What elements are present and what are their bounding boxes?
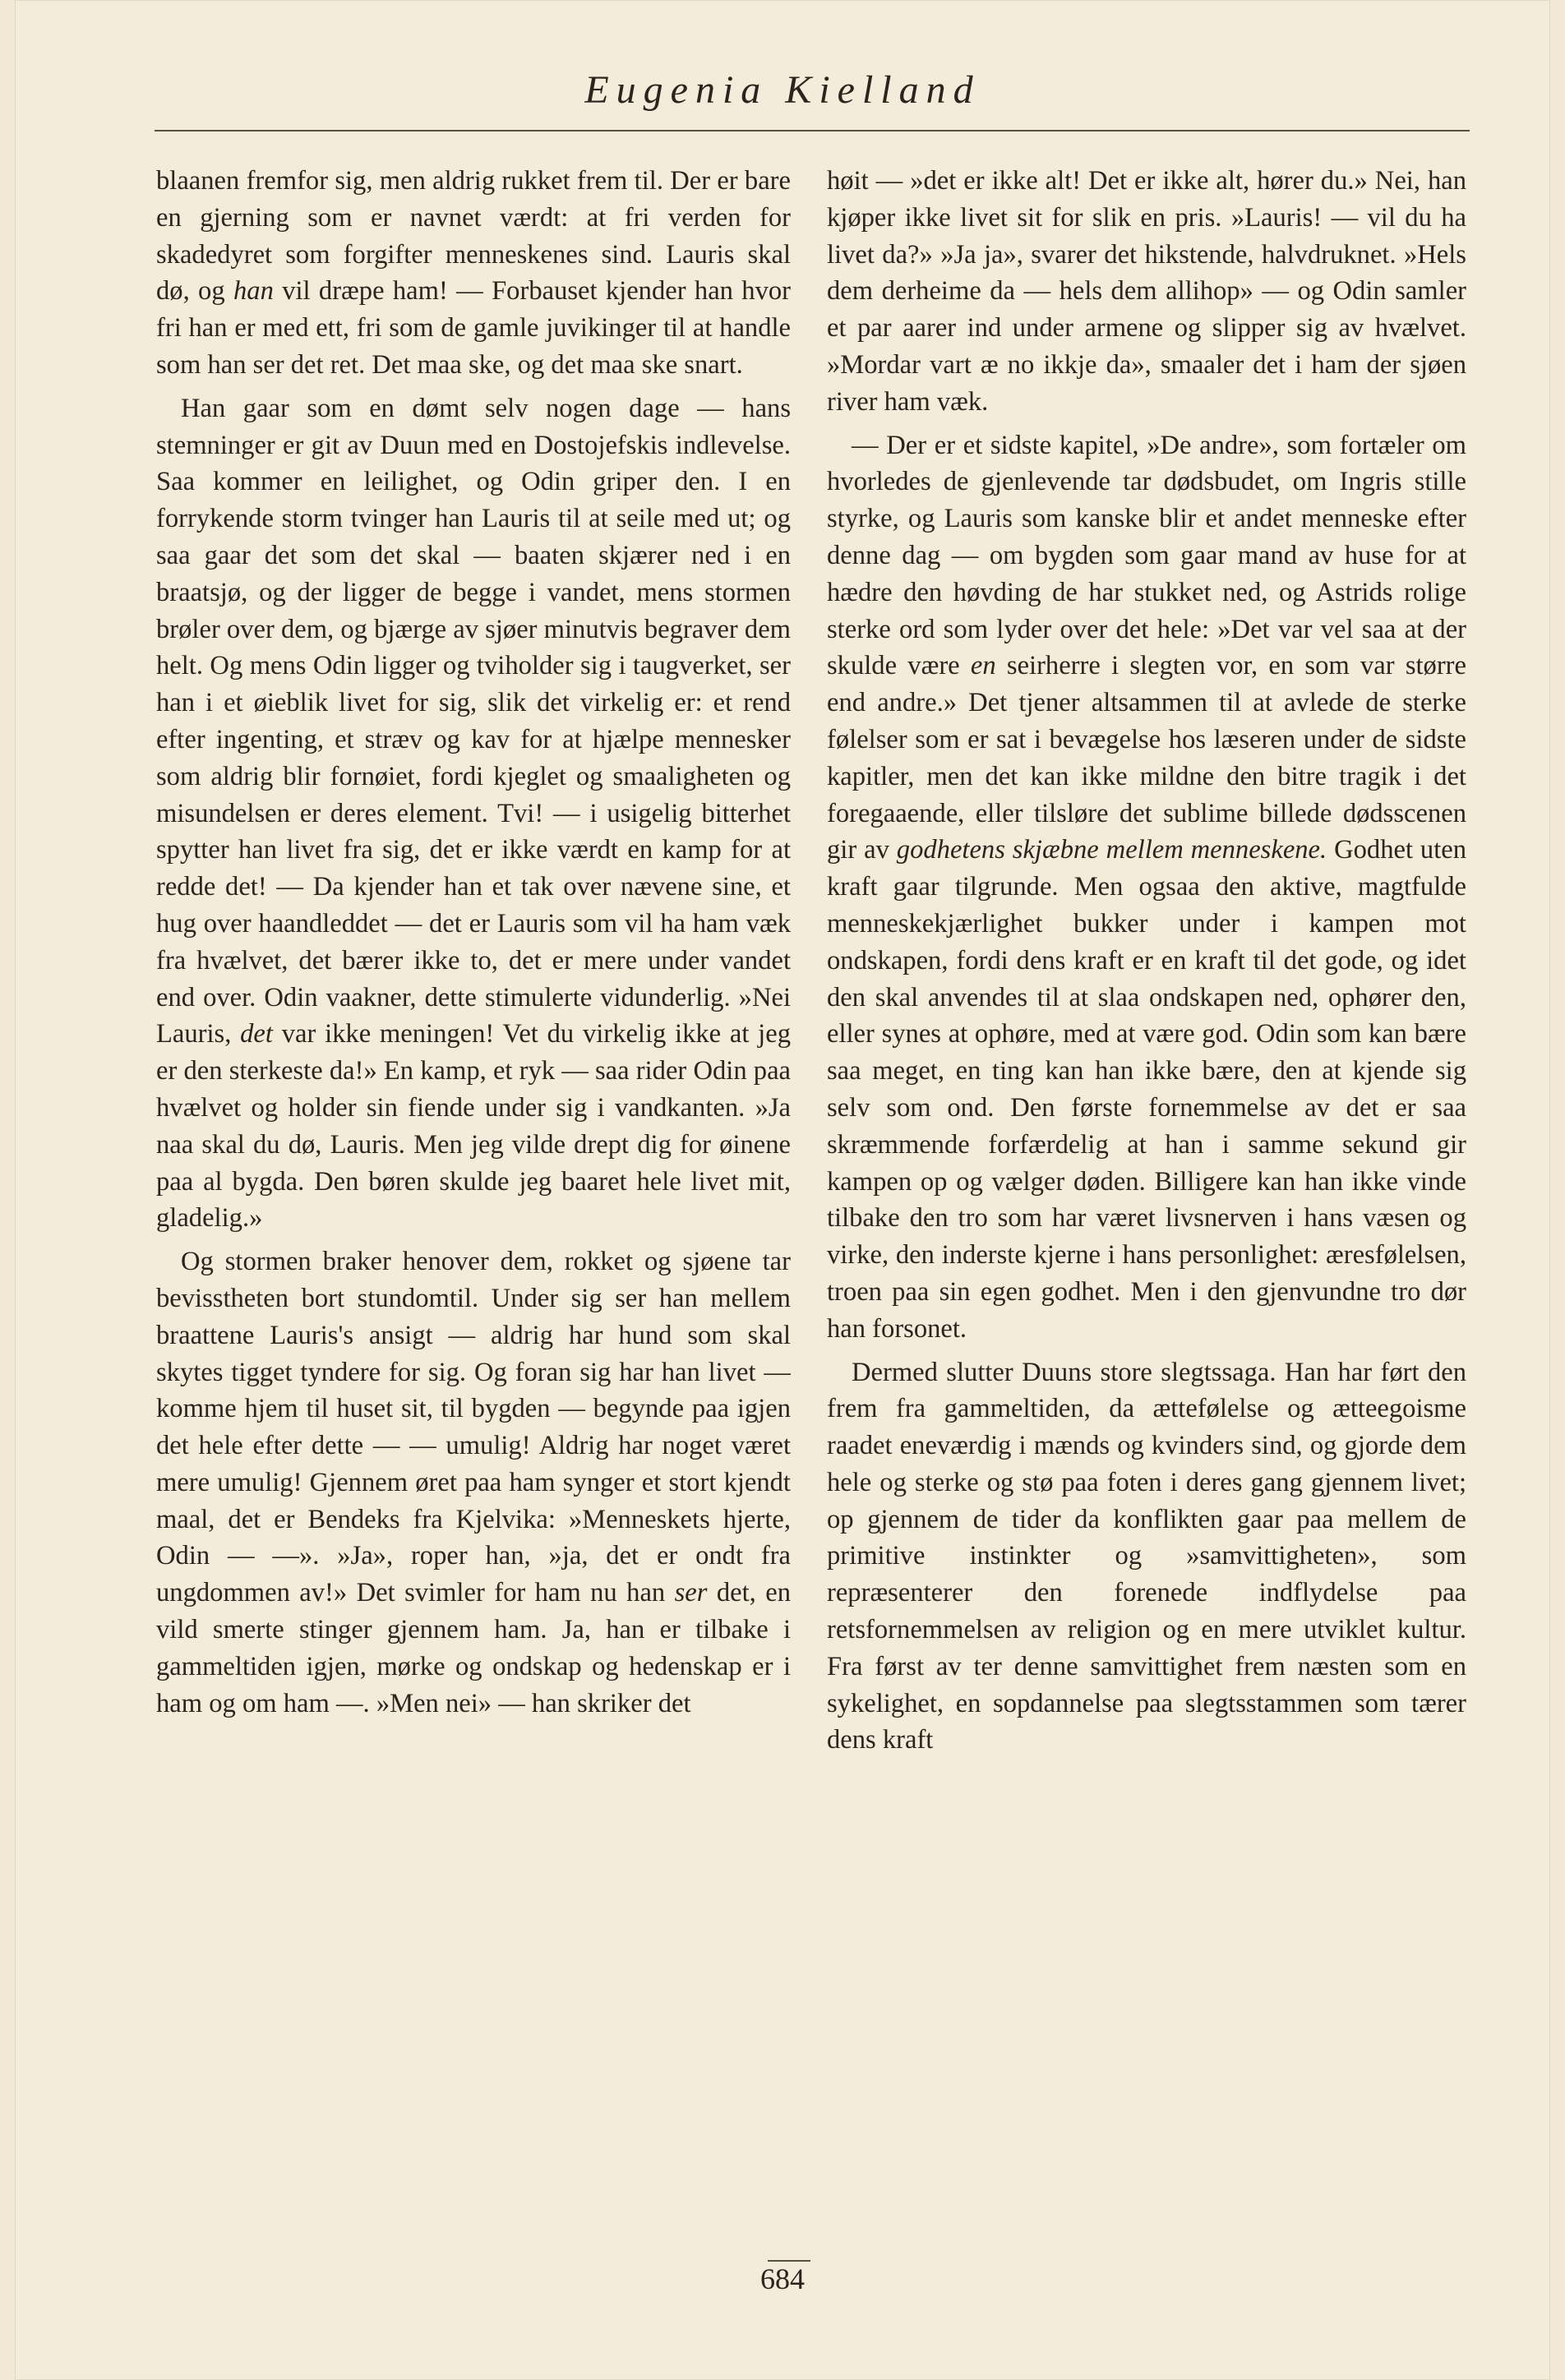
running-head: Eugenia Kielland xyxy=(584,68,981,112)
body-text: høit — »det er ikke alt! Det er ikke alt, hører du.» Nei, han kjøper ikke livet sit for slik en pris. »Lauris! — vil du ha livet da?» »Ja ja», svarer det hikstende, halvdruknet. »Hels dem derheime da — hels dem allihop» — og Odin samler et par aarer ind under armene og slipper sig av hvælvet. »Mordar vart æ no ikkje da», smaaler det i ham der sjøen river ham væk. xyxy=(827,166,1466,417)
paragraph xyxy=(156,1243,791,1722)
paragraph xyxy=(827,1354,1466,1760)
emphasis-text: godhetens skjæbne mellem menneskene. xyxy=(896,835,1327,865)
emphasis-text: han xyxy=(233,276,274,307)
body-text: — Der er et sidste kapitel, »De andre», som fortæler om hvorledes de gjenlevende tar dødsbudet, om Ingris stille styrke, og Lauris som kanske blir et andet menneske efter denne dag — om bygden som gaar mand av huse for at hædre den høvding de har stukket ned, og Astrids rolige sterke ord som lyder over det hele: »Det var vel saa at der skulde være xyxy=(827,430,1466,681)
paragraph xyxy=(827,427,1466,1348)
header-rule xyxy=(155,130,1470,131)
page-number: 684 xyxy=(760,2262,805,2295)
body-text: vil dræpe ham! — Forbauset kjender han hvor fri han er med ett, fri som de gamle juvikinger til at handle som han ser det ret. Det maa ske, og det maa ske snart. xyxy=(156,276,791,380)
left-column xyxy=(156,163,791,2201)
body-text: var ikke meningen! Vet du virkelig ikke at jeg er den sterkeste da!» En kamp, et ryk — saa rider Odin paa hvælvet og holder sin fiende under sig i vandkanten. »Ja naa skal du dø, Lauris. Men jeg vilde drept dig for øinene paa al bygda. Den børen skulde jeg baaret hele livet mit, gladelig.» xyxy=(156,1019,791,1234)
body-text: blaanen fremfor sig, men aldrig rukket frem til. Der er bare en gjerning som er navnet værdt: at fri verden for skadedyret som forgifter menneskenes sind. Lauris skal dø, og xyxy=(156,166,791,307)
body-text: det, en vild smerte stinger gjennem ham. Ja, han er tilbake i gammeltiden igjen, mørke og ondskap og hedenskap er i ham og om ham —. »Men nei» — han skriker det xyxy=(156,1578,791,1718)
emphasis-text: ser xyxy=(674,1578,708,1608)
right-column xyxy=(827,163,1466,2201)
body-text: seirherre i slegten vor, en som var større end andre.» Det tjener altsammen til at avlede de sterke følelser som er sat i bevægelse hos læseren under de sidste kapitler, men det kan ikke mildne den bitre tragik i det foregaaende, eller tilsløre det sublime billede dødsscenen gir av xyxy=(827,651,1466,865)
paragraph xyxy=(156,163,791,384)
paragraph xyxy=(827,163,1466,421)
body-text: Og stormen braker henover dem, rokket og sjøene tar bevisstheten bort stundomtil. Under sig ser han mellem braattene Lauris's ansigt — aldrig har hund som skal skytes tigget tyndere for sig. Og foran sig har han livet — komme hjem til huset sit, til bygden — begynde paa igjen det hele efter dette — — umulig! Aldrig har noget været mere umulig! Gjennem øret paa ham synger et stort kjendt maal, det er Bendeks fra Kjelvika: »Menneskets hjerte, Odin — —». »Ja», roper han, »ja, det er ondt fra ungdommen av!» Det svimler for ham nu han xyxy=(156,1247,791,1608)
paragraph xyxy=(156,390,791,1237)
emphasis-text: det xyxy=(240,1019,273,1049)
body-text: Han gaar som en dømt selv nogen dage — hans stemninger er git av Duun med en Dostojefskis indlevelse. Saa kommer en leilighet, og Odin griper den. I en forrykende storm tvinger han Lauris til at seile med ut; og saa gaar det som det skal — baaten skjærer ned i en braatsjø, og der ligger de begge i vandet, mens stormen brøler over dem, og bjærge av sjøer minutvis begraver dem helt. Og mens Odin ligger og tviholder sig i taugverket, ser han i et øieblik livet for sig, slik det virkelig er: et rend efter ingenting, et stræv og kav for at hjælpe mennesker som aldrig blir fornøiet, fordi kjeglet og smaaligheten og misundelsen er deres element. Tvi! — i usigelig bitterhet spytter han livet fra sig, det er ikke værdt en kamp for at redde det! — Da kjender han et tak over nævene sine, et hug over haandleddet — det er Lauris som vil ha ham væk fra hvælvet, det bærer ikke to, det er mere under vandet end over. Odin vaakner, dette stimulerte vidunderlig. »Nei Lauris, xyxy=(156,393,791,1049)
body-text: Godhet uten kraft gaar tilgrunde. Men ogsaa den aktive, magtfulde menneskekjærlighet bukker under i kampen mot ondskapen, fordi dens kraft er en kraft til det gode, og idet den skal anvendes til at slaa ondskapen ned, ophører den, eller synes at ophøre, med at være god. Odin som kan bære saa meget, en ting kan han ikke bære, den at kjende sig selv som ond. Den første fornemmelse av det er saa skræmmende forfærdelig at han i samme sekund gir kampen op og vælger døden. Billigere kan han ikke vinde tilbake den tro som har været livsnerven i hans væsen og virke, den inderste kjerne i hans personlighet: æresfølelsen, troen paa sin egen godhet. Men i den gjenvundne tro dør han forsonet. xyxy=(827,835,1466,1344)
body-text: Dermed slutter Duuns store slegtssaga. Han har ført den frem fra gammeltiden, da ættefølelse og ætteegoisme raadet eneværdig i mænds og kvinders sind, og gjorde dem hele og sterke og stø paa foten i deres gang gjennem livet; op gjennem de tider da konflikten gaar paa mellem de primitive instinkter og »samvittigheten», som repræsenterer den forenede indflydelse paa retsfornemmelsen av religion og en mere utviklet kultur. Fra først av ter denne samvittighet frem næsten som en sykelighet, en sopdannelse paa slegtsstammen som tærer dens kraft xyxy=(827,1357,1466,1755)
emphasis-text: en xyxy=(970,651,996,681)
